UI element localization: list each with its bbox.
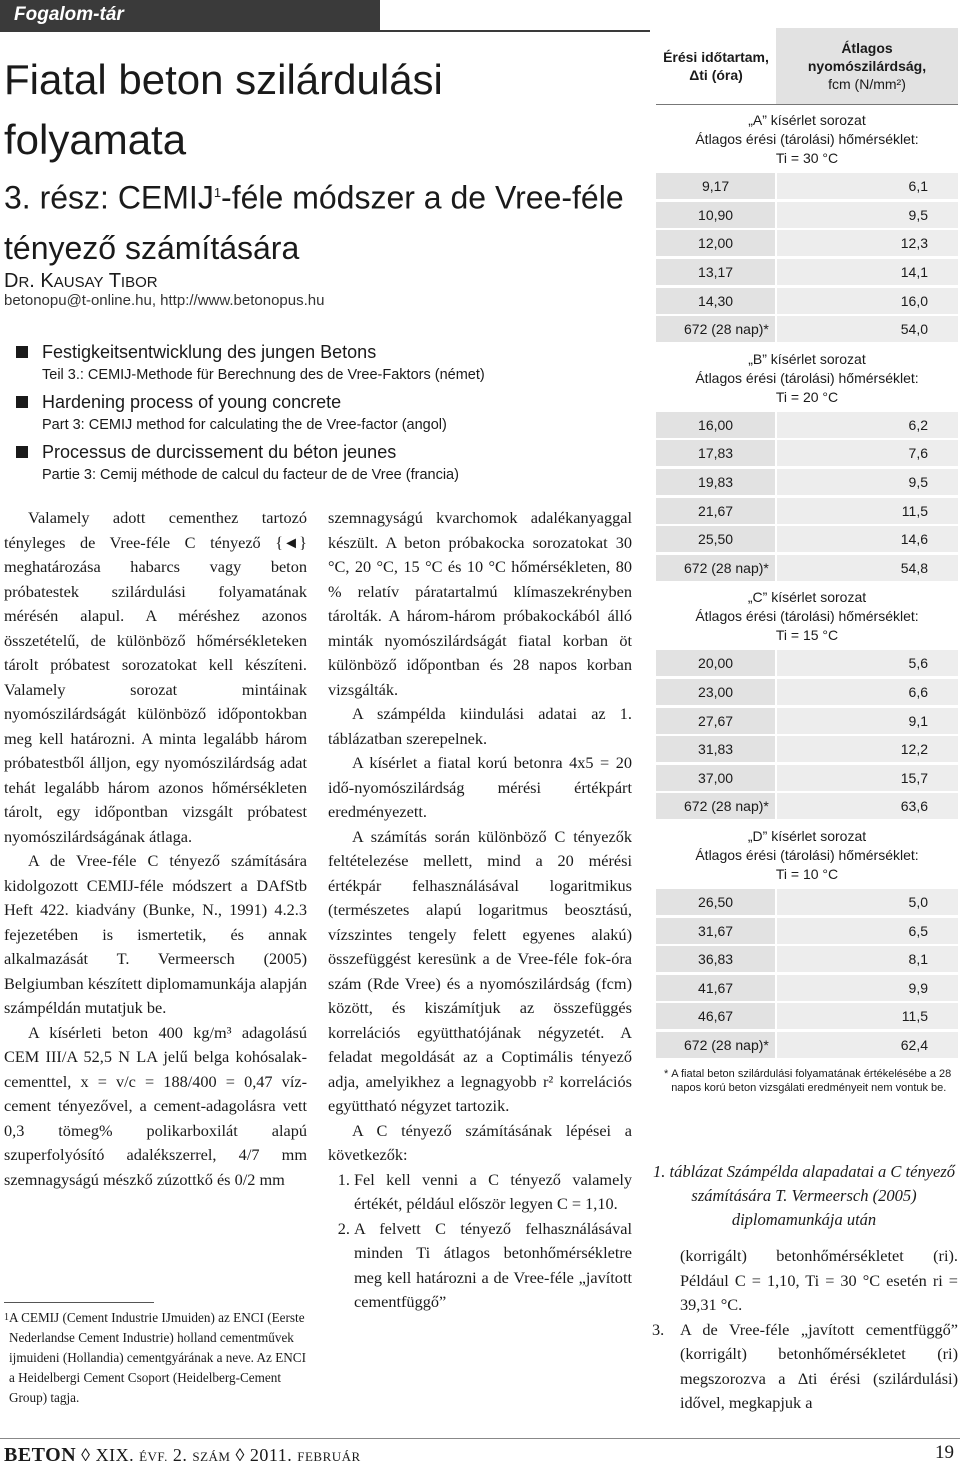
- cell-strength: 54,8: [777, 555, 958, 581]
- cell-time: 46,67: [656, 1003, 775, 1029]
- series-header: „D” kísérlet sorozat Átlagos érési (tárolási) hőmérséklet: Ti = 10 °C: [695, 827, 919, 882]
- cell-time: 21,67: [656, 498, 775, 524]
- cell-time: 36,83: [656, 946, 775, 972]
- paragraph: (korrigált) betonhőmérsékletet (ri). Például C = 1,10, Ti = 30 °C esetén ri = 39,31 °C.: [680, 1246, 958, 1314]
- cell-time: 31,83: [656, 736, 775, 762]
- footer-issue: BETON ◊ XIX. ÉVF. 2. SZÁM ◊ 2011. FEBRUÁR: [4, 1444, 361, 1466]
- paragraph: A C tényező számításának lépései a következők:: [328, 1120, 632, 1164]
- table-row: [656, 201, 958, 230]
- cell-strength: 6,5: [777, 918, 958, 944]
- table-row: [656, 973, 958, 1002]
- cell-time: 16,00: [656, 412, 775, 438]
- cell-strength: 11,5: [777, 498, 958, 524]
- page-number: 19: [935, 1442, 954, 1463]
- cell-time: 19,83: [656, 469, 775, 495]
- table-row: [656, 258, 958, 287]
- table-row: [656, 916, 958, 945]
- cell-time: 25,50: [656, 526, 775, 552]
- cell-time: 9,17: [656, 173, 775, 199]
- paragraph: A de Vree-féle C tényező számítására kidolgozott CEMIJ-féle módszert a DAfStb Heft 422. kiadvány (Bunke, N., 1991) 4.2.3 fejezetében is ismertetik, és annak alkalmazását T. Vermeersch (2005) Belgiumban készített diplomamunkája alapján számpéldán mutatjuk be.: [4, 851, 307, 1017]
- cell-strength: 9,9: [777, 975, 958, 1001]
- table-row: [656, 735, 958, 764]
- table-row: [656, 468, 958, 497]
- cell-time: 37,00: [656, 765, 775, 791]
- author-name: DR. KAUSAY TIBOR: [4, 270, 158, 292]
- paragraph: szemnagyságú kvarchomok adalékanyaggal készült. A beton próbakocka sorozatokat 30 °C, 20 °C, 15 °C és 10 °C hőmérsékleten, 80 % relatív páratartalmú klímaszekrényben tárolták. A három-három próbakockából álló minták nyomószilárdságát fiatal korban öt különböző időpontban és 28 napos korban vizsgálták.: [328, 508, 632, 699]
- cell-strength: 12,2: [777, 736, 958, 762]
- lang-sub-german: Teil 3.: CEMIJ-Methode für Berechnung des de Vree-Faktors (német): [42, 367, 485, 383]
- table-row: [656, 229, 958, 258]
- cell-time: 17,83: [656, 440, 775, 466]
- header-rule: [380, 30, 650, 32]
- bullet-icon: [16, 396, 28, 408]
- article-title: Fiatal beton szilárdulási folyamata: [4, 56, 443, 163]
- table-row: [656, 172, 958, 201]
- table-row: [656, 764, 958, 793]
- lang-sub-english: Part 3: CEMIJ method for calculating the de Vree-factor (angol): [42, 417, 447, 433]
- list-item: 3. A de Vree-féle „javított cementfüggő” (korrigált) betonhőmérsékletet (ri) megszorozva a Δti érési (szilárdulási) idővel, megkapjuk a: [652, 1319, 958, 1412]
- cell-strength: 9,1: [777, 708, 958, 734]
- lang-sub-french: Partie 3: Cemij méthode de calcul du facteur de de Vree (francia): [42, 467, 459, 483]
- footnote-rule: [4, 1302, 154, 1303]
- paragraph: A kísérleti beton 400 kg/m³ adagolású CEM III/A 52,5 N LA jelű belga kohósalak-cementtel, x = v/c = 188/400 = 0,47 víz-cement tényezővel, a cement-adagolásra vett 0,3 tömeg% polikarboxilát alapú szuperfolyósító adalékszerrel, 4/7 mm szemnagyságú mészkő zúzottkő és 0/2 mm: [4, 1022, 307, 1189]
- table-row: [656, 525, 958, 554]
- cell-strength: 5,6: [777, 650, 958, 676]
- footnote-mark: 1: [4, 1312, 9, 1323]
- cell-time: 672 (28 nap)*: [656, 316, 775, 342]
- paragraph: A számítás során különböző C tényezők feltételezése mellett, mind a 20 mérési értékpár felhasználásával logaritmikus (természetes alapú logaritmus beosztású, vízszintes tengely felett egyenes alakú) összefüggést keresünk a de Vree-féle fok-óra szám (Rde Vree) és a nyomószilárdság (fcm) között, és kiszámítjuk az összefüggés korrelációs együtthatójának négyzetét. A feladat megoldását az a Coptimális tényező adja, amelyikhez a legnagyobb r² korrelációs együttható négyzet tartozik.: [328, 826, 632, 1115]
- cell-strength: 5,0: [777, 889, 958, 915]
- data-table: [656, 28, 958, 1095]
- cell-strength: 9,5: [777, 469, 958, 495]
- table-row: [656, 1002, 958, 1031]
- lang-title-german: Festigkeitsentwicklung des jungen Betons: [16, 340, 656, 364]
- list-item: 1. Fel kell venni a C tényező valamely értékét, például először legyen C = 1,10.: [354, 1168, 632, 1217]
- table-row: [656, 1031, 958, 1060]
- table-caption: 1. táblázat Számpélda alapadatai a C tényező számítására T. Vermeersch (2005) diplomamunkája után: [652, 1162, 956, 1229]
- table-row: [656, 649, 958, 678]
- section-label: Fogalom-tár: [14, 4, 124, 25]
- cell-time: 10,90: [656, 202, 775, 228]
- footer-rule: [0, 1438, 960, 1439]
- bullet-icon: [16, 446, 28, 458]
- cell-time: 20,00: [656, 650, 775, 676]
- cell-time: 31,67: [656, 918, 775, 944]
- col-header-time: Érési időtartam, Δti (óra): [663, 49, 769, 83]
- cell-time: 14,30: [656, 288, 775, 314]
- table-row: [656, 439, 958, 468]
- cell-strength: 9,5: [777, 202, 958, 228]
- series-header: „C” kísérlet sorozat Átlagos érési (tárolási) hőmérséklet: Ti = 15 °C: [695, 589, 919, 644]
- table-note: * A fiatal beton szilárdulási folyamatának értékelésébe a 28 napos korú beton vizsgálati eredményeit nem vontuk be.: [664, 1068, 952, 1095]
- footnote-text: A CEMIJ (Cement Industrie IJmuiden) az ENCI (Eerste Nederlandse Cement Industrie) holland cementművek ijmuideni (Hollandia) cementgyárának a neve. Az ENCI a Heidelbergi Cement Csoport (Heidelberg-Cement Group) tagja.: [9, 1310, 306, 1405]
- cell-strength: 15,7: [777, 765, 958, 791]
- table-row: [656, 706, 958, 735]
- cell-strength: 6,6: [777, 679, 958, 705]
- table-row: [656, 554, 958, 583]
- cell-strength: 12,3: [777, 230, 958, 256]
- cell-time: 41,67: [656, 975, 775, 1001]
- article-subtitle: 3. rész: CEMIJ$^1$-féle módszer a de Vree-féle tényező számítására: [4, 179, 624, 266]
- table-header: [656, 28, 958, 104]
- cell-strength: 63,6: [777, 793, 958, 819]
- cell-strength: 54,0: [777, 316, 958, 342]
- table-row: [656, 888, 958, 917]
- cell-time: 27,67: [656, 708, 775, 734]
- table-row: [656, 496, 958, 525]
- paragraph: Valamely adott cementhez tartozó tényleges de Vree-féle C tényező {◄} meghatározása habarcs vagy beton próbatestek szilárdulási folyamatának mérésén alapul. A méréshez azonos összetételű, de különböző hőmérsékleteken tárolt próbatest sorozatokat kell készíteni. Valamely sorozat mintáinak nyomószilárdságát különböző időpontokban meg kell határozni. A minta legalább három próbatestből álljon, egy nyomószilárdság adat tehát legalább három azonos hőmérsékleten tárolt, egy időpontban vizsgált próbatest nyomószilárdságának átlaga.: [4, 508, 307, 846]
- cell-strength: 6,2: [777, 412, 958, 438]
- body-column-left: [4, 506, 307, 1192]
- table-row: [656, 678, 958, 707]
- footnote: [4, 1308, 307, 1408]
- cell-strength: 7,6: [777, 440, 958, 466]
- cell-time: 672 (28 nap)*: [656, 793, 775, 819]
- cell-strength: 14,6: [777, 526, 958, 552]
- cell-time: 26,50: [656, 889, 775, 915]
- bullet-icon: [16, 346, 28, 358]
- lang-title-english: Hardening process of young concrete: [16, 390, 656, 414]
- cell-time: 23,00: [656, 679, 775, 705]
- series-header: „A” kísérlet sorozat Átlagos érési (tárolási) hőmérséklet: Ti = 30 °C: [695, 112, 919, 166]
- cell-strength: 11,5: [777, 1003, 958, 1029]
- col-header-strength: Átlagos nyomószilárdság, fcm (N/mm²): [776, 28, 958, 104]
- cell-time: 672 (28 nap)*: [656, 1032, 775, 1058]
- table-row: [656, 286, 958, 315]
- cell-strength: 6,1: [777, 173, 958, 199]
- cell-time: 12,00: [656, 230, 775, 256]
- list-item: 2. A felvett C tényező felhasználásával minden Ti átlagos betonhőmérsékletre meg kell határozni a de Vree-féle „javított cementfüggő”: [354, 1217, 632, 1315]
- table-row: [656, 945, 958, 974]
- body-column-middle: [328, 506, 632, 1315]
- cell-strength: 14,1: [777, 259, 958, 285]
- body-column-right: [652, 1244, 958, 1416]
- series-header: „B” kísérlet sorozat Átlagos érési (tárolási) hőmérséklet: Ti = 20 °C: [695, 350, 919, 405]
- cell-time: 672 (28 nap)*: [656, 555, 775, 581]
- paragraph: A számpélda kiindulási adatai az 1. táblázatban szerepelnek.: [328, 704, 632, 748]
- steps-list: [328, 1168, 632, 1315]
- table-body: [656, 105, 958, 1059]
- language-titles: [16, 340, 656, 490]
- table-row: [656, 315, 958, 344]
- table-row: [656, 411, 958, 440]
- cell-strength: 16,0: [777, 288, 958, 314]
- paragraph: A kísérlet a fiatal korú betonra 4x5 = 20 idő-nyomószilárdság mérési értékpárt eredményezett.: [328, 753, 632, 821]
- author-contact[interactable]: betonopu@t-online.hu, http://www.betonopus.hu: [4, 292, 325, 309]
- lang-title-french: Processus de durcissement du béton jeunes: [16, 440, 656, 464]
- cell-time: 13,17: [656, 259, 775, 285]
- cell-strength: 8,1: [777, 946, 958, 972]
- table-row: [656, 792, 958, 821]
- cell-strength: 62,4: [777, 1032, 958, 1058]
